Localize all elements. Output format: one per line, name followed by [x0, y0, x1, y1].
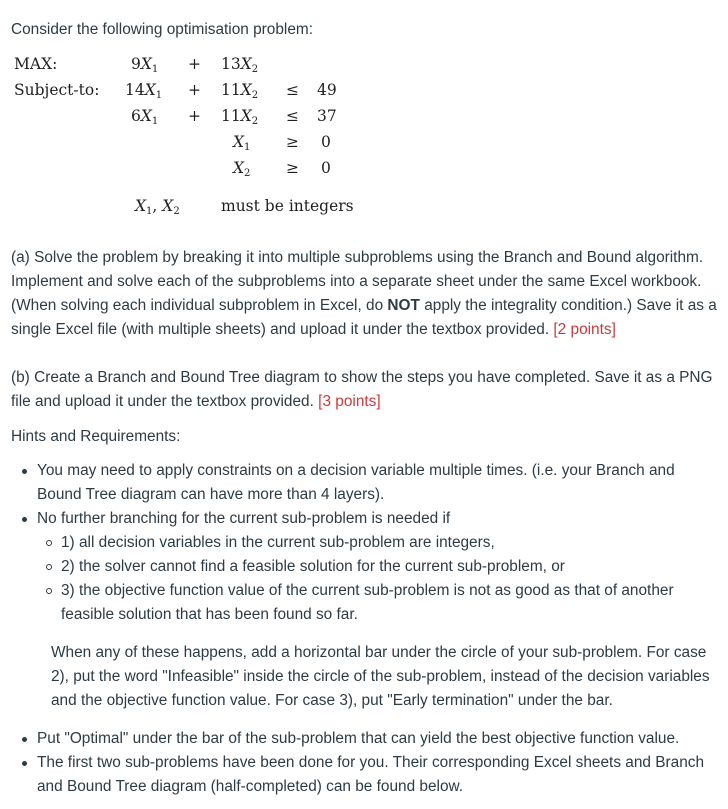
question-body	[11, 6, 723, 799]
list-item: Put "Optimal" under the bar of the sub-problem that can yield the best objective function value.	[37, 727, 723, 751]
constraint-1-term-1: $14X_1$	[125, 81, 163, 101]
constraint-2-term-2: $11X_2$	[221, 107, 259, 127]
sub-list-item: 2) the solver cannot find a feasible solution for the current sub-problem, or	[61, 555, 723, 579]
plus-sign: +	[188, 107, 201, 125]
note-paragraph: When any of these happens, add a horizontal bar under the circle of your sub-problem. For case 2), put the word "Infeasible" inside the circle of the sub-problem, instead of the decision variables and the objective function value. For case 3), put "Early termination" under the bar.	[51, 644, 710, 709]
constraint-1-relation: ≤	[286, 81, 299, 99]
constraint-1-rhs: 49	[317, 81, 337, 99]
subject-to-label: Subject-to:	[14, 81, 100, 99]
hints-list	[11, 459, 723, 799]
nonneg-2-relation: ≥	[286, 159, 299, 177]
part-b-points: [3 points]	[318, 393, 381, 410]
max-label: MAX:	[14, 55, 58, 73]
constraint-2-relation: ≤	[286, 107, 299, 125]
objective-term-1: $9X_1$	[131, 55, 159, 75]
list-item: No further branching for the current sub-problem is needed if 1) all decision variables in the current sub-problem are integers, 2) the solver cannot find a feasible solution for the current sub-problem, or 3) the objective function value of the current sub-problem is not as good as that of another feasible solution that has been found so far. When any of these happens, add a horizontal bar under the circle of your sub-problem. For case 2), put the word "Infeasible" inside the circle of the sub-problem, instead of the decision variables and the objective function value. For case 3), put "Early termination" under the bar.	[37, 507, 723, 713]
constraint-2-rhs: 37	[317, 107, 337, 125]
integrality-text: must be integers	[221, 197, 354, 215]
nonneg-1-relation: ≥	[286, 133, 299, 151]
plus-sign: +	[188, 81, 201, 99]
plus-sign: +	[188, 55, 201, 73]
intro-text: Consider the following optimisation problem:	[11, 21, 313, 38]
integrality-vars: $X_1$, $X_2$	[135, 197, 180, 217]
bold-not: NOT	[387, 297, 420, 314]
sub-list-item: 1) all decision variables in the current sub-problem are integers,	[61, 531, 723, 555]
nonneg-2-var: $X_2$	[233, 159, 251, 179]
list-item: The first two sub-problems have been done for you. Their corresponding Excel sheets and Branch and Bound Tree diagram (half-completed) can be found below.	[37, 751, 723, 799]
part-a-points: [2 points]	[553, 321, 616, 338]
sub-list	[37, 531, 723, 627]
constraint-2-term-1: $6X_1$	[131, 107, 159, 127]
hints-title: Hints and Requirements:	[11, 428, 181, 445]
nonneg-1-var: $X_1$	[233, 133, 251, 153]
objective-term-2: $13X_2$	[221, 55, 259, 75]
part-b-text: (b) Create a Branch and Bound Tree diagram to show the steps you have completed. Save it as a PNG file and upload it under the textbox provided. [3 points]	[11, 369, 713, 410]
nonneg-1-rhs: 0	[321, 133, 331, 151]
nonneg-2-rhs: 0	[321, 159, 331, 177]
part-a-text: (a) Solve the problem by breaking it into multiple subproblems using the Branch and Bound algorithm. Implement and solve each of the subproblems into a separate sheet under the same Excel workbook. (When solving each individual subproblem in Excel, do NOT apply the integrality condition.) Save it as a single Excel file (with multiple sheets) and upload it under the textbox provided. [2 points]	[11, 249, 717, 338]
lp-formulation	[11, 48, 723, 220]
list-item: You may need to apply constraints on a decision variable multiple times. (i.e. your Branch and Bound Tree diagram can have more than 4 layers).	[37, 459, 723, 507]
sub-list-item: 3) the objective function value of the current sub-problem is not as good as that of another feasible solution that has been found so far.	[61, 579, 723, 627]
constraint-1-term-2: $11X_2$	[221, 81, 259, 101]
